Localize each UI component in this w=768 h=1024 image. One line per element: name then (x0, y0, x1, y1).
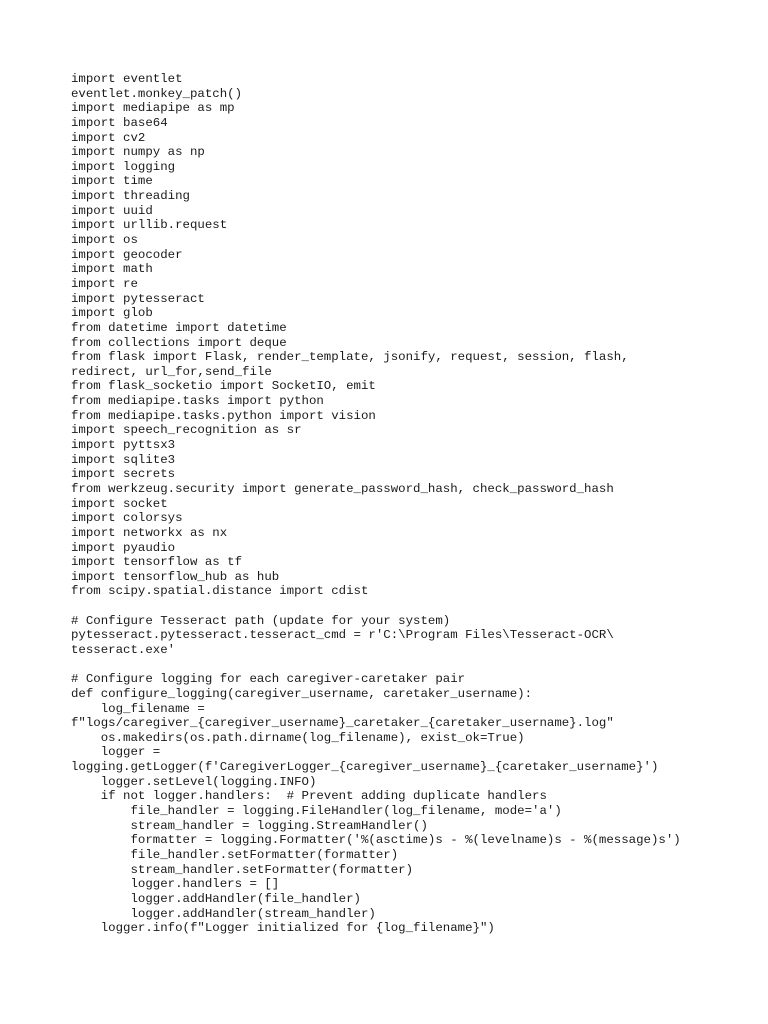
code-line: file_handler.setFormatter(formatter) (71, 847, 399, 862)
code-line: import eventlet (71, 72, 183, 86)
code-line: logger.addHandler(file_handler) (71, 891, 361, 906)
code-line: from werkzeug.security import generate_password_hash, check_password_hash (71, 481, 614, 496)
code-line: import socket (71, 496, 168, 511)
code-line: import math (71, 262, 153, 277)
code-line (71, 658, 731, 673)
code-line: eventlet.monkey_patch() (71, 86, 243, 101)
code-line: import uuid (71, 203, 153, 218)
code-line: import pyttsx3 (71, 438, 176, 453)
code-line: import speech_recognition as sr (71, 423, 302, 438)
code-line: from scipy.spatial.distance import cdist (71, 584, 369, 599)
code-line: logger.handlers = [] (71, 877, 280, 892)
code-line: import logging (71, 159, 176, 174)
code-line: import pyaudio (71, 540, 176, 555)
code-line: logger = (71, 745, 161, 760)
code-line: # Configure logging for each caregiver-caretaker pair (71, 672, 466, 687)
code-line: import colorsys (71, 511, 183, 526)
code-line: import tensorflow as tf (71, 555, 243, 570)
code-line: from flask import Flask, render_template, jsonify, request, session, flash, (71, 350, 629, 365)
code-line: # Configure Tesseract path (update for your system) (71, 613, 451, 628)
code-line: f"logs/caregiver_{caregiver_username}_caretaker_{caretaker_username}.log" (71, 716, 614, 731)
code-line: import secrets (71, 467, 176, 482)
code-line: import geocoder (71, 247, 183, 262)
code-line: import urllib.request (71, 218, 228, 233)
code-line: from flask_socketio import SocketIO, emit (71, 379, 376, 394)
code-line: from mediapipe.tasks import python (71, 394, 324, 409)
code-line: stream_handler.setFormatter(formatter) (71, 862, 414, 877)
code-line: import re (71, 276, 138, 291)
code-line: if not logger.handlers: # Prevent adding duplicate handlers (71, 789, 547, 804)
code-line (71, 599, 731, 614)
code-line: from collections import deque (71, 335, 287, 350)
code-line: import base64 (71, 115, 168, 130)
code-line: import os (71, 233, 138, 248)
code-line: tesseract.exe' (71, 642, 176, 657)
code-line: stream_handler = logging.StreamHandler() (71, 818, 428, 833)
code-line: pytesseract.pytesseract.tesseract_cmd = r'C:\Program Files\Tesseract-OCR\ (71, 628, 614, 643)
code-line: from mediapipe.tasks.python import vision (71, 408, 376, 423)
code-line: import cv2 (71, 130, 146, 145)
code-line: import time (71, 174, 153, 189)
code-line: log_filename = (71, 701, 205, 716)
code-line: logging.getLogger(f'CaregiverLogger_{caregiver_username}_{caretaker_username}') (71, 760, 659, 775)
code-line: import numpy as np (71, 145, 205, 160)
code-line: from datetime import datetime (71, 320, 287, 335)
code-line: import threading (71, 189, 190, 204)
code-line: os.makedirs(os.path.dirname(log_filename), exist_ok=True) (71, 730, 525, 745)
code-line: def configure_logging(caregiver_username, caretaker_username): (71, 686, 533, 701)
code-line: import pytesseract (71, 291, 205, 306)
code-line: import glob (71, 306, 153, 321)
code-line: import sqlite3 (71, 452, 176, 467)
code-line: logger.addHandler(stream_handler) (71, 906, 376, 921)
code-line: import mediapipe as mp (71, 101, 235, 116)
code-line: import networkx as nx (71, 525, 228, 540)
code-line: import tensorflow_hub as hub (71, 569, 280, 584)
code-line: formatter = logging.Formatter('%(asctime)s - %(levelname)s - %(message)s') (71, 833, 681, 848)
code-block (71, 72, 731, 936)
code-line: logger.setLevel(logging.INFO) (71, 774, 317, 789)
code-line: redirect, url_for,send_file (71, 364, 272, 379)
code-line: logger.info(f"Logger initialized for {log_filename}") (71, 921, 495, 936)
code-line: file_handler = logging.FileHandler(log_filename, mode='a') (71, 804, 562, 819)
